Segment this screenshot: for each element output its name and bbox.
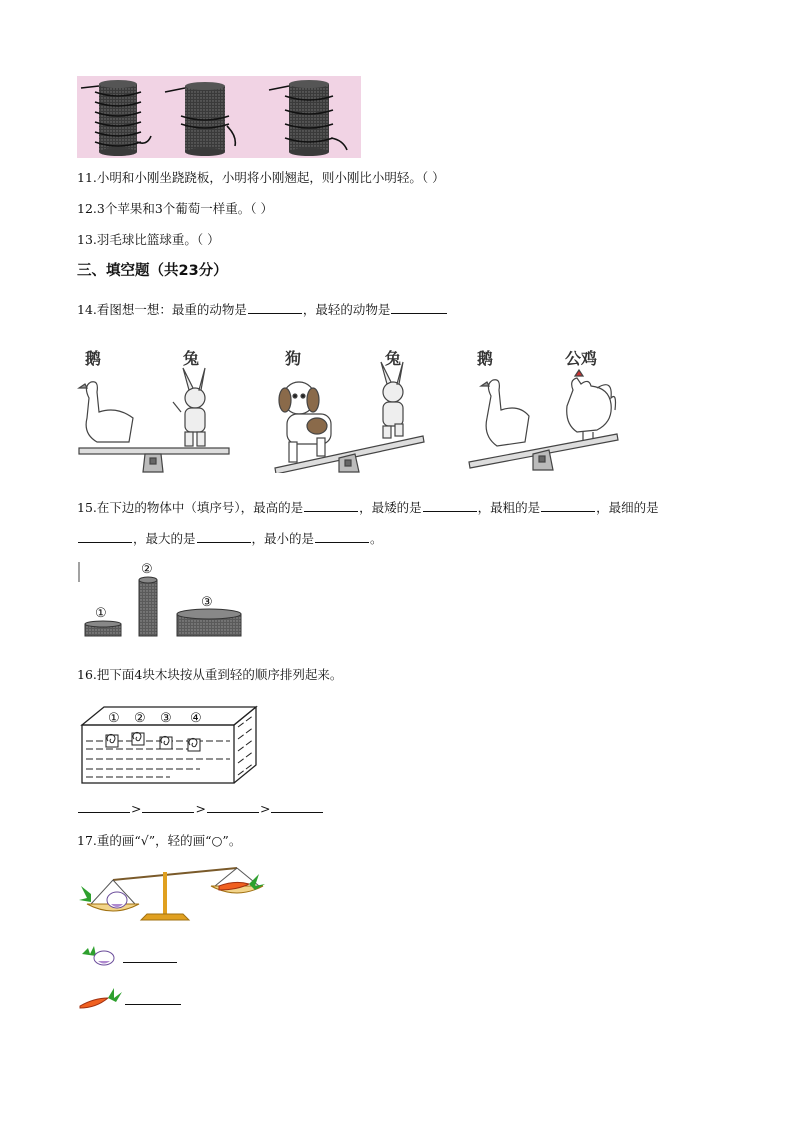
question-16-text: 16.把下面4块木块按从重到轻的顺序排列起来。 <box>77 667 343 682</box>
radish-answer-row <box>80 944 180 968</box>
radish-icon <box>80 944 120 968</box>
seesaw-3 <box>469 370 618 470</box>
ordering-answer-row <box>77 800 324 816</box>
question-15-text-6: ，最小的是 <box>251 531 315 546</box>
question-12-text: 12.3个苹果和3个葡萄一样重。（ ） <box>77 201 274 216</box>
scene-2-left-label: 狗 <box>285 349 302 368</box>
block-1-label: ① <box>108 711 120 726</box>
wood-block-4 <box>188 738 200 751</box>
block-3-label: ③ <box>160 711 172 726</box>
object-2-tall-cylinder <box>139 577 157 636</box>
seesaw-2 <box>275 362 424 473</box>
question-13 <box>77 230 220 248</box>
question-15-text-7: 。 <box>370 531 383 546</box>
coil-cylinders-figure <box>77 76 361 158</box>
question-14-text-a: 14.看图想一想：最重的动物是 <box>77 302 247 317</box>
wood-block-3 <box>160 736 172 749</box>
wood-block-1 <box>106 734 118 747</box>
question-17-text: 17.重的画“√”，轻的画“○”。 <box>77 833 242 848</box>
question-15-line-1 <box>77 498 659 516</box>
question-12 <box>77 199 273 217</box>
question-15-text-1: 15.在下边的物体中（填序号），最高的是 <box>77 500 304 515</box>
answer-blank-thickest[interactable] <box>541 499 595 512</box>
object-1-label: ① <box>95 606 107 621</box>
answer-blank-shortest[interactable] <box>423 499 477 512</box>
section-heading: 三、填空题（共23分） <box>77 263 228 279</box>
question-13-text: 13.羽毛球比篮球重。（ ） <box>77 232 220 247</box>
question-11 <box>77 168 445 186</box>
answer-blank-heaviest[interactable] <box>248 301 302 314</box>
carrot-icon <box>78 986 122 1010</box>
question-15-text-5: ，最大的是 <box>133 531 196 546</box>
greater-than-1: > <box>131 801 142 816</box>
scene-1-left-label: 鹅 <box>85 349 102 368</box>
question-15-text-2: ，最矮的是 <box>359 500 422 515</box>
object-1-short-disc <box>85 621 121 636</box>
balance-scale-figure <box>77 860 265 926</box>
order-blank-4[interactable] <box>271 800 323 813</box>
question-14-text-b: ，最轻的动物是 <box>302 302 391 317</box>
scene-1-right-label: 兔 <box>183 349 200 368</box>
question-15-text-4: ，最细的是 <box>596 500 659 515</box>
greater-than-3: > <box>259 801 271 816</box>
answer-blank-largest[interactable] <box>197 530 251 543</box>
seesaw-figure <box>77 338 637 473</box>
answer-blank-tallest[interactable] <box>304 499 358 512</box>
carrot-answer-row <box>78 986 184 1010</box>
greater-than-2: > <box>195 801 206 816</box>
scene-3-right-label: 公鸡 <box>565 349 598 368</box>
wood-block-2 <box>132 732 144 745</box>
answer-blank-lightest[interactable] <box>391 301 447 314</box>
question-15-text-3: ，最粗的是 <box>477 500 541 515</box>
question-11-text: 11.小明和小刚坐跷跷板，小明将小刚翘起，则小刚比小明轻。（ ） <box>77 170 445 185</box>
order-blank-2[interactable] <box>142 800 194 813</box>
water-tank-figure <box>80 703 260 785</box>
scene-3-left-label: 鹅 <box>477 349 494 368</box>
question-16 <box>77 665 342 683</box>
radish-answer-blank[interactable] <box>123 950 177 963</box>
question-15-line-2 <box>77 529 383 547</box>
answer-blank-thinnest[interactable] <box>78 530 132 543</box>
question-17 <box>77 831 241 849</box>
order-blank-3[interactable] <box>207 800 259 813</box>
order-blank-1[interactable] <box>78 800 130 813</box>
block-2-label: ② <box>134 711 146 726</box>
seesaw-1 <box>79 368 229 472</box>
object-3-label: ③ <box>201 595 213 610</box>
object-2-label: ② <box>141 562 153 577</box>
object-3-wide-cylinder <box>177 609 241 636</box>
answer-blank-smallest[interactable] <box>315 530 369 543</box>
scene-2-right-label: 兔 <box>385 349 402 368</box>
question-14 <box>77 300 448 318</box>
block-4-label: ④ <box>190 711 202 726</box>
carrot-answer-blank[interactable] <box>125 992 181 1005</box>
objects-figure <box>77 560 247 640</box>
